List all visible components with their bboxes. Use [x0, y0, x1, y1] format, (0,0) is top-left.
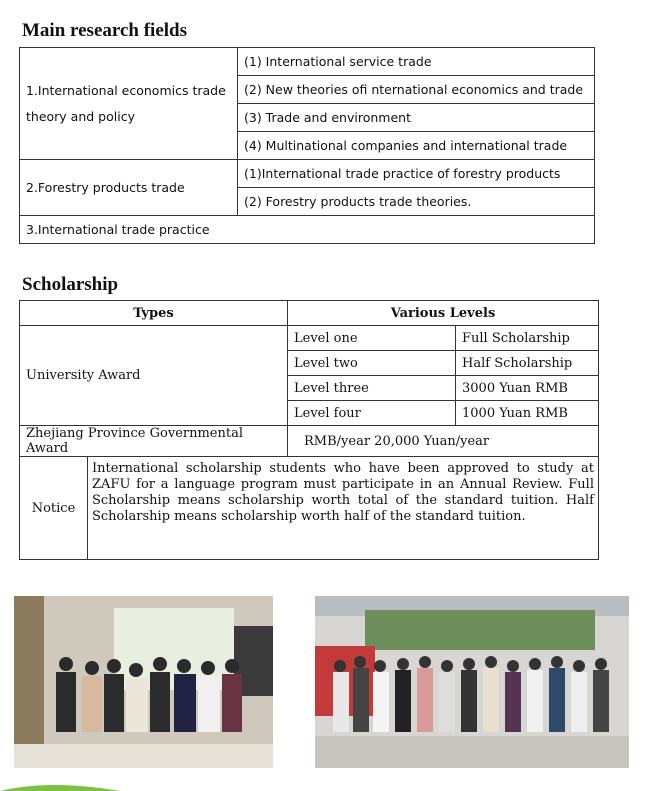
column-header-types: Types [20, 301, 288, 326]
research-field: 2.Forestry products trade [20, 160, 238, 216]
scholarship-heading: Scholarship [22, 274, 119, 295]
level-name: Level two [288, 351, 456, 376]
level-name: Level four [288, 401, 456, 426]
research-item: (4) Multinational companies and international trade [238, 132, 595, 160]
research-heading: Main research fields [22, 20, 187, 41]
table-row [20, 326, 599, 351]
research-field: 3.International trade practice [20, 216, 595, 244]
provincial-award: Zhejiang Province Governmental Award [20, 426, 288, 457]
level-name: Level one [288, 326, 456, 351]
level-value: 1000 Yuan RMB [456, 401, 599, 426]
column-header-levels: Various Levels [288, 301, 599, 326]
level-name: Level three [288, 376, 456, 401]
notice-table [19, 456, 599, 560]
table-row [20, 160, 595, 188]
table-row [20, 216, 595, 244]
notice-text: International scholarship students who have been approved to study at ZAFU for a language program must participate in an Annual Review. Full Scholarship means scholarship worth total of the standard tuition. Half Scholarship means scholarship worth half of the standard tuition. [88, 457, 599, 560]
level-value: 3000 Yuan RMB [456, 376, 599, 401]
group-photo-classroom [14, 596, 273, 768]
research-item: (1) International service trade [238, 48, 595, 76]
research-item: (3) Trade and environment [238, 104, 595, 132]
green-swoosh-decoration [0, 777, 120, 791]
research-table [19, 47, 595, 244]
university-award: University Award [20, 326, 288, 426]
table-header-row [20, 301, 599, 326]
table-row [20, 457, 599, 560]
level-value: Half Scholarship [456, 351, 599, 376]
research-item: (1)International trade practice of forestry products [238, 160, 595, 188]
research-field: 1.International economics trade theory and policy [20, 48, 238, 160]
group-photo-outdoor [315, 596, 629, 768]
table-row [20, 48, 595, 76]
notice-label: Notice [20, 457, 88, 560]
level-value: Full Scholarship [456, 326, 599, 351]
research-item: (2) New theories ofi nternational economics and trade [238, 76, 595, 104]
scholarship-table [19, 300, 599, 457]
table-row [20, 426, 599, 457]
research-item: (2) Forestry products trade theories. [238, 188, 595, 216]
provincial-value: RMB/year 20,000 Yuan/year [288, 426, 599, 457]
